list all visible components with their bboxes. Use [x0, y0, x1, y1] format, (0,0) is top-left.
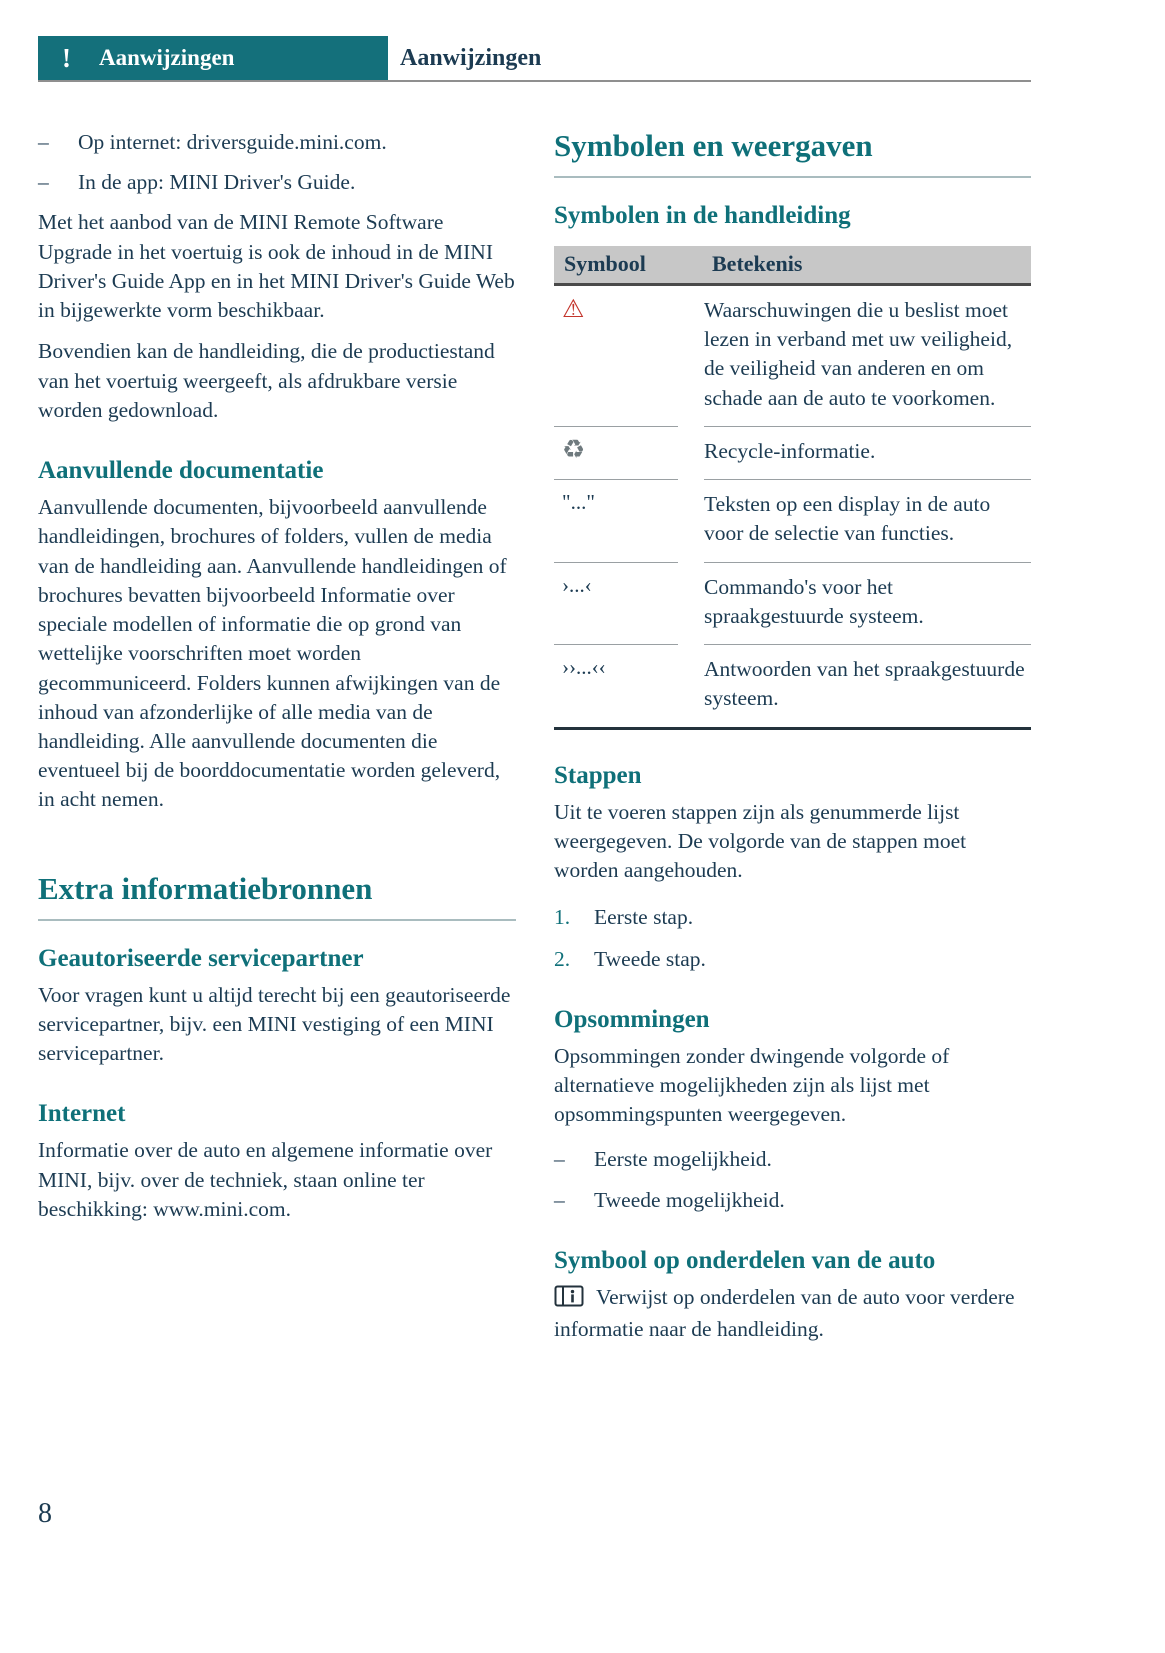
list-item: [554, 1186, 1031, 1215]
symbols-table: [554, 246, 1031, 730]
list-item-text: Eerste mogelijkheid.: [594, 1147, 772, 1172]
list-item-text: Tweede mogelijkheid.: [594, 1187, 785, 1212]
list-item: [38, 168, 516, 197]
dash-marker: –: [38, 170, 49, 195]
heading-extra-informatiebronnen: Extra informatiebronnen: [38, 871, 516, 921]
column-header-betekenis: Betekenis: [712, 251, 803, 276]
paragraph-aanvullende-documentatie: Aanvullende documenten, bijvoorbeeld aanvullende handleidingen, brochures of folders, vullen de media van de handleiding aan. Aanvullende handleidingen of brochures bevatten bijvoorbeeld Informatie over speciale modellen of informatie die op grond van wettelijke voorschriften moet worden gecommuniceerd. Folders kunnen afwijkingen van de inhoud van afzonderlijke of alle media van de handleiding. Alle aanvullende documenten die eventueel bij de boorddocumentatie worden geleverd, in acht nemen.: [38, 495, 507, 812]
table-row: [554, 645, 1031, 726]
heading-geautoriseerde-servicepartner: Geautoriseerde servicepartner: [38, 944, 364, 972]
dash-marker: –: [38, 130, 49, 154]
paragraph-symbool-op-onderdelen: [554, 1283, 1031, 1344]
paragraph-servicepartner: Voor vragen kunt u altijd terecht bij een geautoriseerde servicepartner, bijv. een MINI vestiging of een MINI servicepartner.: [38, 982, 511, 1066]
symbol-cell: [554, 427, 678, 480]
voice-command-symbol: ›...‹: [562, 572, 592, 597]
recycle-icon: ♻: [562, 434, 586, 465]
left-column: [38, 128, 516, 1344]
manual-booklet-icon: [554, 1285, 584, 1315]
warning-triangle-icon: ⚠: [562, 294, 585, 323]
paragraph-stappen: Uit te voeren stappen zijn als genummerde lijst weergegeven. De volgorde van de stappen moet worden aangehouden.: [554, 799, 967, 883]
heading-symbolen-in-de-handleiding: Symbolen in de handleiding: [554, 202, 851, 229]
heading-symbolen-en-weergaven: Symbolen en weergaven: [554, 128, 1031, 178]
voice-answer-symbol: ››...‹‹: [562, 655, 606, 680]
paragraph-opsommingen: Opsommingen zonder dwingende volgorde of alternatieve mogelijkheden zijn als lijst met opsommingspunten weergegeven.: [554, 1043, 950, 1127]
dash-marker: –: [554, 1187, 565, 1212]
running-header-title: Aanwijzingen: [400, 44, 542, 71]
meaning-cell: Commando's voor het spraakgestuurde systeem.: [704, 563, 1031, 645]
heading-opsommingen: Opsommingen: [554, 1005, 710, 1033]
step-number: 2.: [554, 946, 571, 971]
symbol-cell: [554, 480, 678, 562]
table-row: [554, 286, 1031, 427]
table-row: [554, 563, 1031, 645]
heading-aanvullende-documentatie: Aanvullende documentatie: [38, 457, 324, 485]
list-item-text: Op internet: driversguide.mini.com.: [78, 130, 387, 154]
paragraph-printable-version: Bovendien kan de handleiding, die de productiestand van het voertuig weergeeft, als afdrukbare versie worden gedownload.: [38, 339, 495, 422]
symbol-parts-text: Verwijst op onderdelen van de auto voor verdere informatie naar de handleiding.: [554, 1284, 1015, 1342]
heading-internet: Internet: [38, 1100, 126, 1128]
list-item-text: In de app: MINI Driver's Guide.: [78, 170, 356, 195]
meaning-cell: Recycle-informatie.: [704, 427, 1031, 480]
meaning-cell: Waarschuwingen die u beslist moet lezen in verband met uw veiligheid, de veiligheid van anderen en om schade aan de auto te voorkomen.: [704, 286, 1031, 427]
table-row: [554, 480, 1031, 562]
chapter-badge-label: Aanwijzingen: [99, 45, 235, 70]
list-item: [38, 128, 516, 157]
step-number: 1.: [554, 905, 571, 930]
column-header-symbool: Symbool: [564, 251, 646, 276]
paragraph-internet: Informatie over de auto en algemene informatie over MINI, bijv. over de techniek, staan online ter beschikking: www.mini.com.: [38, 1138, 493, 1221]
symbol-cell: [554, 645, 678, 726]
step-text: Tweede stap.: [594, 946, 706, 971]
table-row: [554, 427, 1031, 480]
meaning-cell: Antwoorden van het spraakgestuurde systeem.: [704, 657, 1025, 711]
chapter-badge: [38, 36, 388, 80]
content-columns: [38, 128, 1031, 1344]
exclamation-icon: !: [62, 42, 71, 73]
numbered-steps: [554, 903, 1031, 973]
right-column: [554, 128, 1031, 1344]
display-text-symbol: "...": [562, 490, 595, 515]
step-item: [554, 945, 1031, 974]
step-text: Eerste stap.: [594, 905, 694, 930]
symbol-cell: [554, 563, 678, 645]
page-number: 8: [38, 1498, 52, 1529]
page-header: [38, 36, 1031, 82]
step-item: [554, 903, 1031, 932]
symbol-cell: [554, 286, 678, 427]
dash-marker: –: [554, 1147, 565, 1172]
meaning-cell: Teksten op een display in de auto voor de selectie van functies.: [704, 480, 1031, 562]
symbols-table-header: [554, 246, 1031, 286]
bullet-list: [554, 1145, 1031, 1214]
list-item: [554, 1145, 1031, 1174]
heading-symbool-op-onderdelen: Symbool op onderdelen van de auto: [554, 1246, 936, 1274]
paragraph-remote-upgrade: Met het aanbod van de MINI Remote Software Upgrade in het voertuig is ook de inhoud in de MINI Driver's Guide App en in het MINI Driver's Guide Web in bijgewerkte vorm beschikbaar.: [38, 210, 515, 323]
heading-stappen: Stappen: [554, 761, 642, 789]
